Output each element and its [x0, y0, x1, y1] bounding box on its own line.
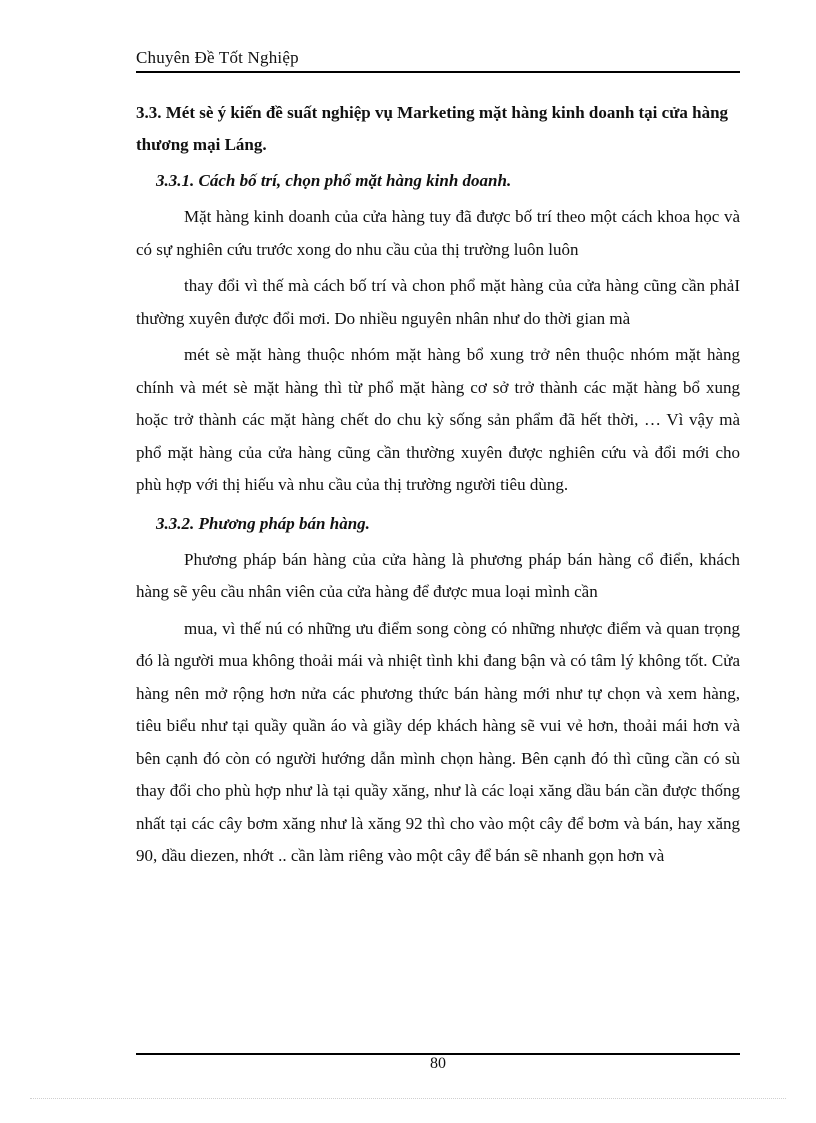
document-body [136, 97, 740, 873]
page-edge-dotted-line [30, 1098, 786, 1099]
section-title: 3.3. Mét sè ý kiến đề suất nghiệp vụ Marketing mặt hàng kinh doanh tại cửa hàng thương mại Láng. [136, 103, 729, 154]
subsection-title-3-3-2: 3.3.2. Phương pháp bán hàng. [156, 513, 370, 533]
paragraph: thay đổi vì thế mà cách bố trí và chon phổ mặt hàng của cửa hàng cũng cần phảI thường xuyên được đổi mơi. Do nhiều nguyên nhân như do thời gian mà [136, 276, 740, 328]
paragraph: Phương pháp bán hàng của cửa hàng là phương pháp bán hàng cổ điển, khách hàng sẽ yêu cầu nhân viên của cửa hàng để được mua loại mình cần [136, 549, 740, 601]
header-divider [136, 71, 740, 73]
paragraph: Mặt hàng kinh doanh của cửa hàng tuy đã được bố trí theo một cách khoa học và có sự nghiên cứu trước xong do nhu cầu của thị trường luôn luôn [136, 207, 740, 259]
paragraph: mét sè mặt hàng thuộc nhóm mặt hàng bổ xung trở nên thuộc nhóm mặt hàng chính và mét sè mặt hàng thì từ phổ mặt hàng cơ sở trở thành các mặt hàng bổ xung hoặc trở thành các mặt hàng chết do chu kỳ sống sản phẩm đã hết thời, … Vì vậy mà phổ mặt hàng của cửa hàng cũng cần thường xuyên được nghiên cứu và đổi mới cho phù hợp với thị hiếu và nhu cầu của thị trường người tiêu dùng. [136, 345, 740, 494]
page-number: 80 [430, 1055, 446, 1072]
running-header: Chuyên Đề Tốt Nghiệp [136, 48, 299, 67]
paragraph: mua, vì thế nú có những ưu điểm song còng có những nhược điểm và quan trọng đó là người mua không thoải mái và nhiệt tình khi đang bận và có tâm lý không tốt. Cửa hàng nên mở rộng hơn nửa các phương thức bán hàng mới như tự chọn và xem hàng, tiêu biểu như tại quầy quần áo và giầy dép khách hàng sẽ vui vẻ hơn, thoải mái hơn và bên cạnh đó còn có người hướng dẫn mình chọn hàng. Bên cạnh đó thì cũng cần có sù thay đổi cho phù hợp như là tại quầy xăng, như là các loại xăng dầu bán cần được thống nhất tại các cây bơm xăng như là xăng 92 thì cho vào một cây để bơm và bán, hay xăng 90, dầu diezen, nhớt .. cần làm riêng vào một cây để bán sẽ nhanh gọn hơn và [136, 618, 740, 865]
subsection-title-3-3-1: 3.3.1. Cách bố trí, chọn phổ mặt hàng kinh doanh. [156, 171, 512, 190]
